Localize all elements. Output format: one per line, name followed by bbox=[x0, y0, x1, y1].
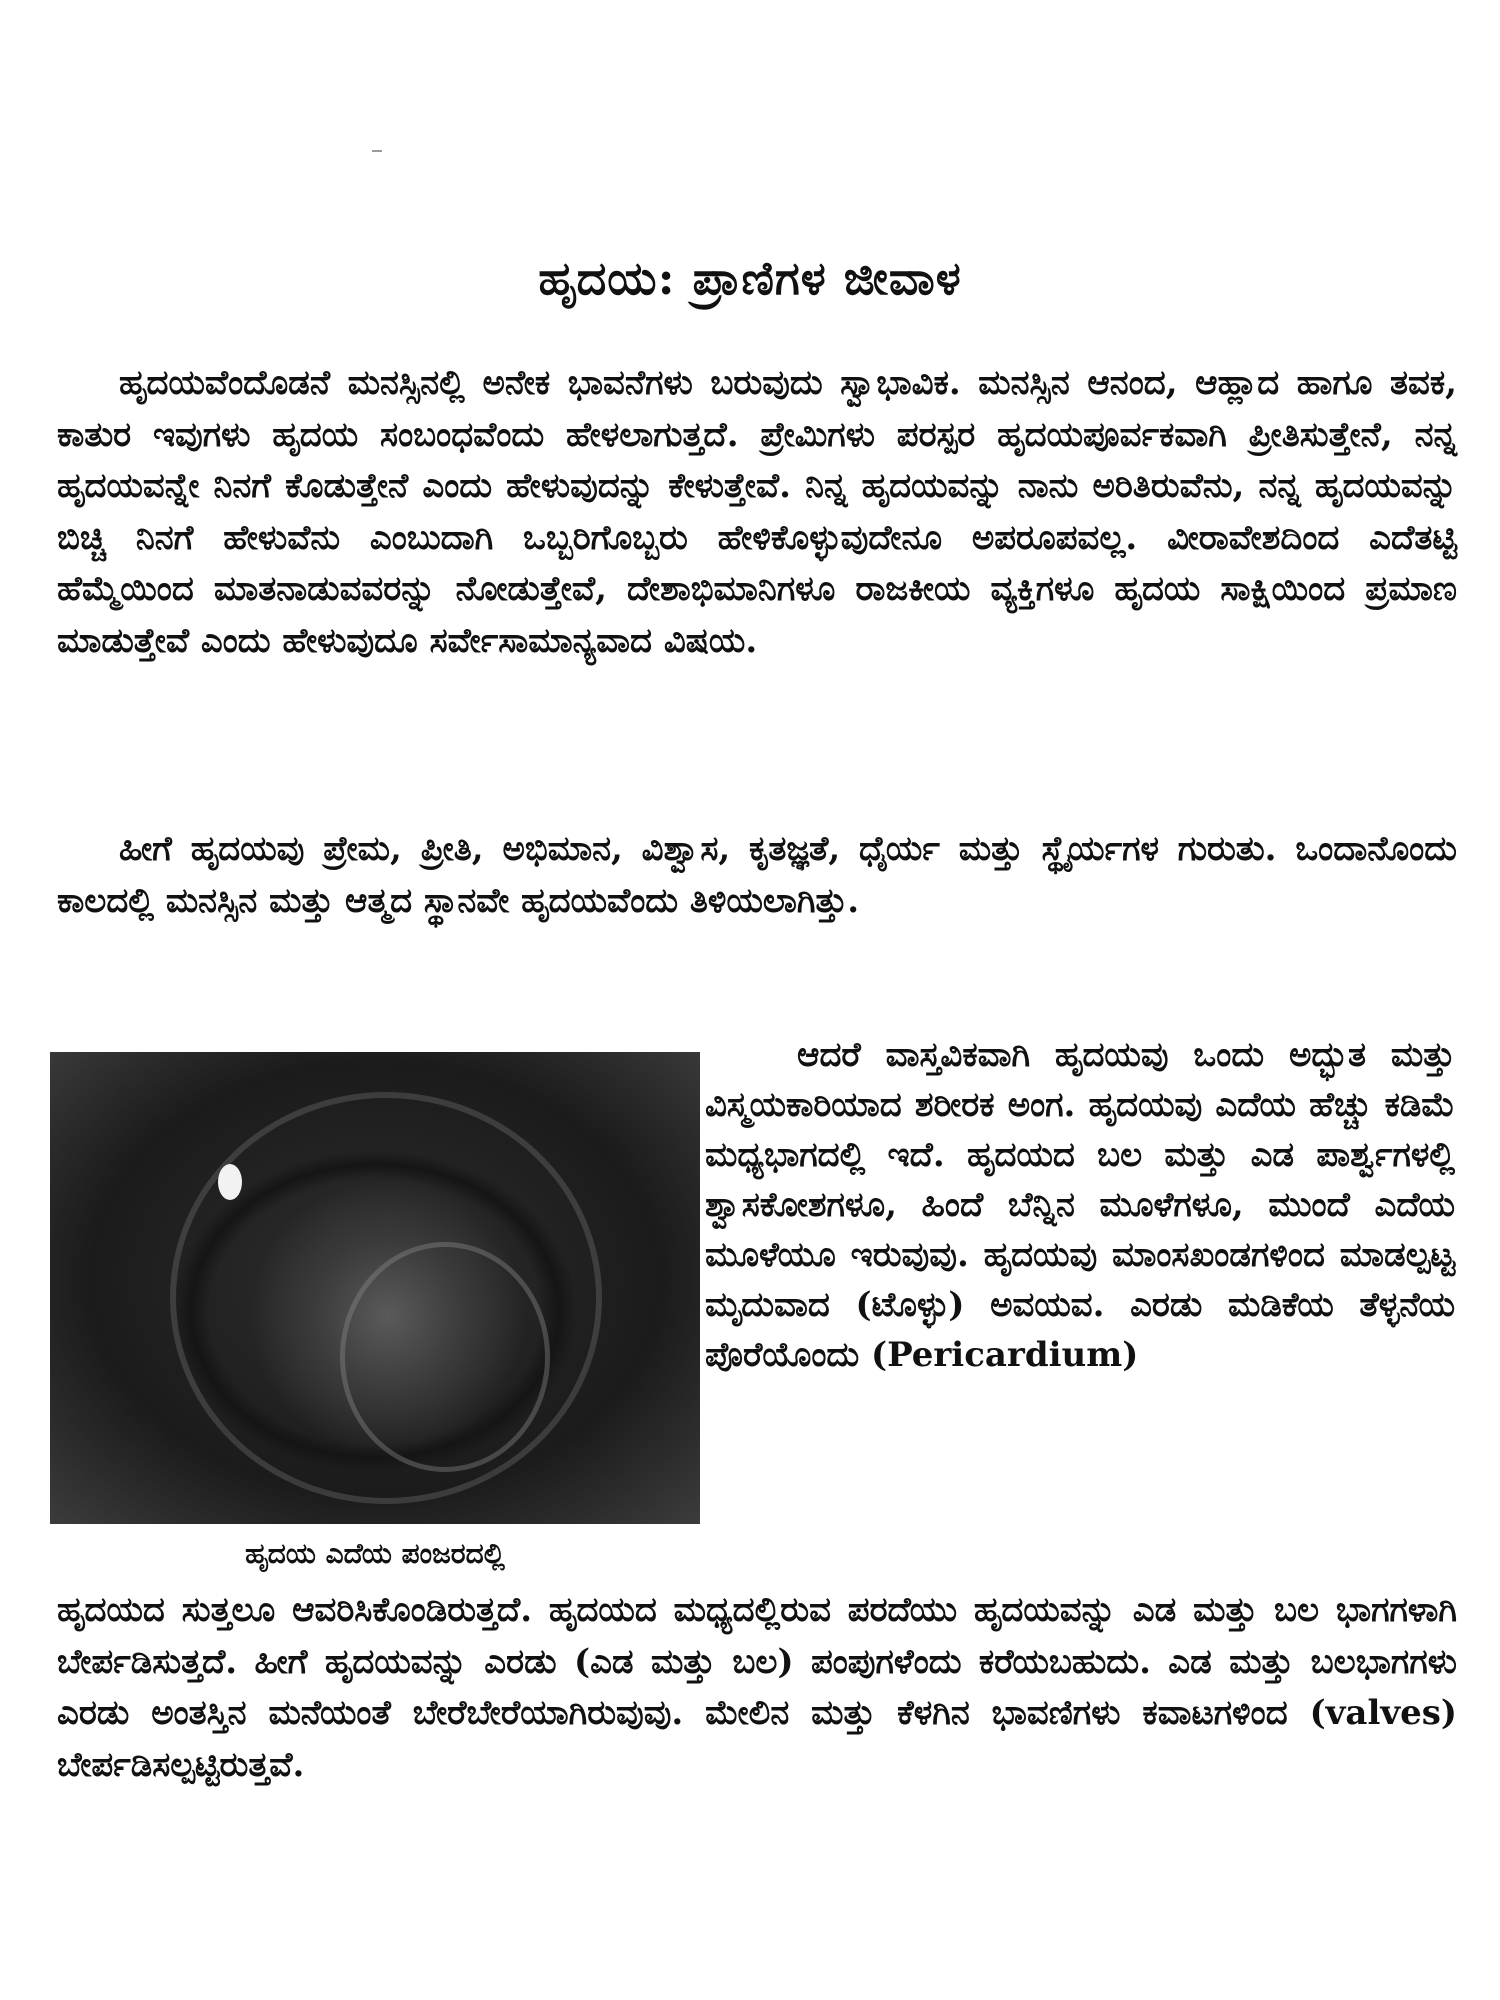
paragraph-chambers: ಹೃದಯದ ಸುತ್ತಲೂ ಆವರಿಸಿಕೊಂಡಿರುತ್ತದೆ. ಹೃದಯದ ಮಧ್ಯದಲ್ಲಿರುವ ಪರದೆಯು ಹೃದಯವನ್ನು ಎಡ ಮತ್ತು ಬಲ ಭಾಗಗಳಾಗಿ ಬೇರ್ಪಡಿಸುತ್ತದೆ. ಹೀಗೆ ಹೃದಯವನ್ನು ಎರಡು (ಎಡ ಮತ್ತು ಬಲ) ಪಂಪುಗಳೆಂದು ಕರೆಯಬಹುದು. ಎಡ ಮತ್ತು ಬಲಭಾಗಗಳು ಎರಡು ಅಂತಸ್ತಿನ ಮನೆಯಂತೆ ಬೇರೆಬೇರೆಯಾಗಿರುವುವು. ಮೇಲಿನ ಮತ್ತು ಕೆಳಗಿನ ಭಾವಣಿಗಳು ಕವಾಟಗಳಿಂದ (valves) ಬೇರ್ಪಡಿಸಲ್ಪಟ್ಟಿರುತ್ತವೆ. bbox=[57, 1590, 1457, 1785]
figure-caption: ಹೃದಯ ಎದೆಯ ಪಂಜರದಲ್ಲಿ bbox=[245, 1537, 505, 1570]
paragraph-intro: ಹೃದಯವೆಂದೊಡನೆ ಮನಸ್ಸಿನಲ್ಲಿ ಅನೇಕ ಭಾವನೆಗಳು ಬರುವುದು ಸ್ವಾಭಾವಿಕ. ಮನಸ್ಸಿನ ಆನಂದ, ಆಹ್ಲಾದ ಹಾಗೂ ತವಕ, ಕಾತುರ ಇವುಗಳು ಹೃದಯ ಸಂಬಂಧವೆಂದು ಹೇಳಲಾಗುತ್ತದೆ. ಪ್ರೇಮಿಗಳು ಪರಸ್ಪರ ಹೃದಯಪೂರ್ವಕವಾಗಿ ಪ್ರೀತಿಸುತ್ತೇನೆ, ನನ್ನ ಹೃದಯವನ್ನೇ ನಿನಗೆ ಕೊಡುತ್ತೇನೆ ಎಂದು ಹೇಳುವುದನ್ನು ಕೇಳುತ್ತೇವೆ. ನಿನ್ನ ಹೃದಯವನ್ನು ನಾನು ಅರಿತಿರುವೆನು, ನನ್ನ ಹೃದಯವನ್ನು ಬಿಚ್ಚಿ ನಿನಗೆ ಹೇಳುವೆನು ಎಂಬುದಾಗಿ ಒಬ್ಬರಿಗೊಬ್ಬರು ಹೇಳಿಕೊಳ್ಳುವುದೇನೂ ಅಪರೂಪವಲ್ಲ. ವೀರಾವೇಶದಿಂದ ಎದೆತಟ್ಟಿ ಹೆಮ್ಮೆಯಿಂದ ಮಾತನಾಡುವವರನ್ನು ನೋಡುತ್ತೇವೆ, ದೇಶಾಭಿಮಾನಿಗಳೂ ರಾಜಕೀಯ ವ್ಯಕ್ತಿಗಳೂ ಹೃದಯ ಸಾಕ್ಷಿಯಿಂದ ಪ್ರಮಾಣ ಮಾಡುತ್ತೇವೆ ಎಂದು ಹೇಳುವುದೂ ಸರ್ವೇಸಾಮಾನ್ಯವಾದ ವಿಷಯ. bbox=[57, 363, 1457, 661]
heart-in-ribcage-image bbox=[50, 1052, 700, 1524]
heart-shape bbox=[340, 1242, 550, 1472]
scan-speck bbox=[372, 150, 382, 152]
page-title: ಹೃದಯ: ಪ್ರಾಣಿಗಳ ಜೀವಾಳ bbox=[538, 251, 962, 305]
light-glint bbox=[218, 1164, 242, 1200]
paragraph-anatomy: ಆದರೆ ವಾಸ್ತವಿಕವಾಗಿ ಹೃದಯವು ಒಂದು ಅದ್ಭುತ ಮತ್ತು ವಿಸ್ಮಯಕಾರಿಯಾದ ಶರೀರಕ ಅಂಗ. ಹೃದಯವು ಎದೆಯ ಹೆಚ್ಚು ಕಡಿಮೆ ಮಧ್ಯಭಾಗದಲ್ಲಿ ಇದೆ. ಹೃದಯದ ಬಲ ಮತ್ತು ಎಡ ಪಾರ್ಶ್ವಗಳಲ್ಲಿ ಶ್ವಾಸಕೋಶಗಳೂ, ಹಿಂದೆ ಬೆನ್ನಿನ ಮೂಳೆಗಳೂ, ಮುಂದೆ ಎದೆಯ ಮೂಳೆಯೂ ಇರುವುವು. ಹೃದಯವು ಮಾಂಸಖಂಡಗಳಿಂದ ಮಾಡಲ್ಪಟ್ಟ ಮೃದುವಾದ (ಟೊಳ್ಳು) ಅವಯವ. ಎರಡು ಮಡಿಕೆಯ ತೆಳ್ಳನೆಯ ಪೊರೆಯೊಂದು (Pericardium) bbox=[705, 1035, 1455, 1375]
paragraph-symbol: ಹೀಗೆ ಹೃದಯವು ಪ್ರೇಮ, ಪ್ರೀತಿ, ಅಭಿಮಾನ, ವಿಶ್ವಾಸ, ಕೃತಜ್ಞತೆ, ಧೈರ್ಯ ಮತ್ತು ಸ್ಥೈರ್ಯಗಳ ಗುರುತು. ಒಂದಾನೊಂದು ಕಾಲದಲ್ಲಿ ಮನಸ್ಸಿನ ಮತ್ತು ಆತ್ಮದ ಸ್ಥಾನವೇ ಹೃದಯವೆಂದು ತಿಳಿಯಲಾಗಿತ್ತು. bbox=[57, 829, 1457, 921]
